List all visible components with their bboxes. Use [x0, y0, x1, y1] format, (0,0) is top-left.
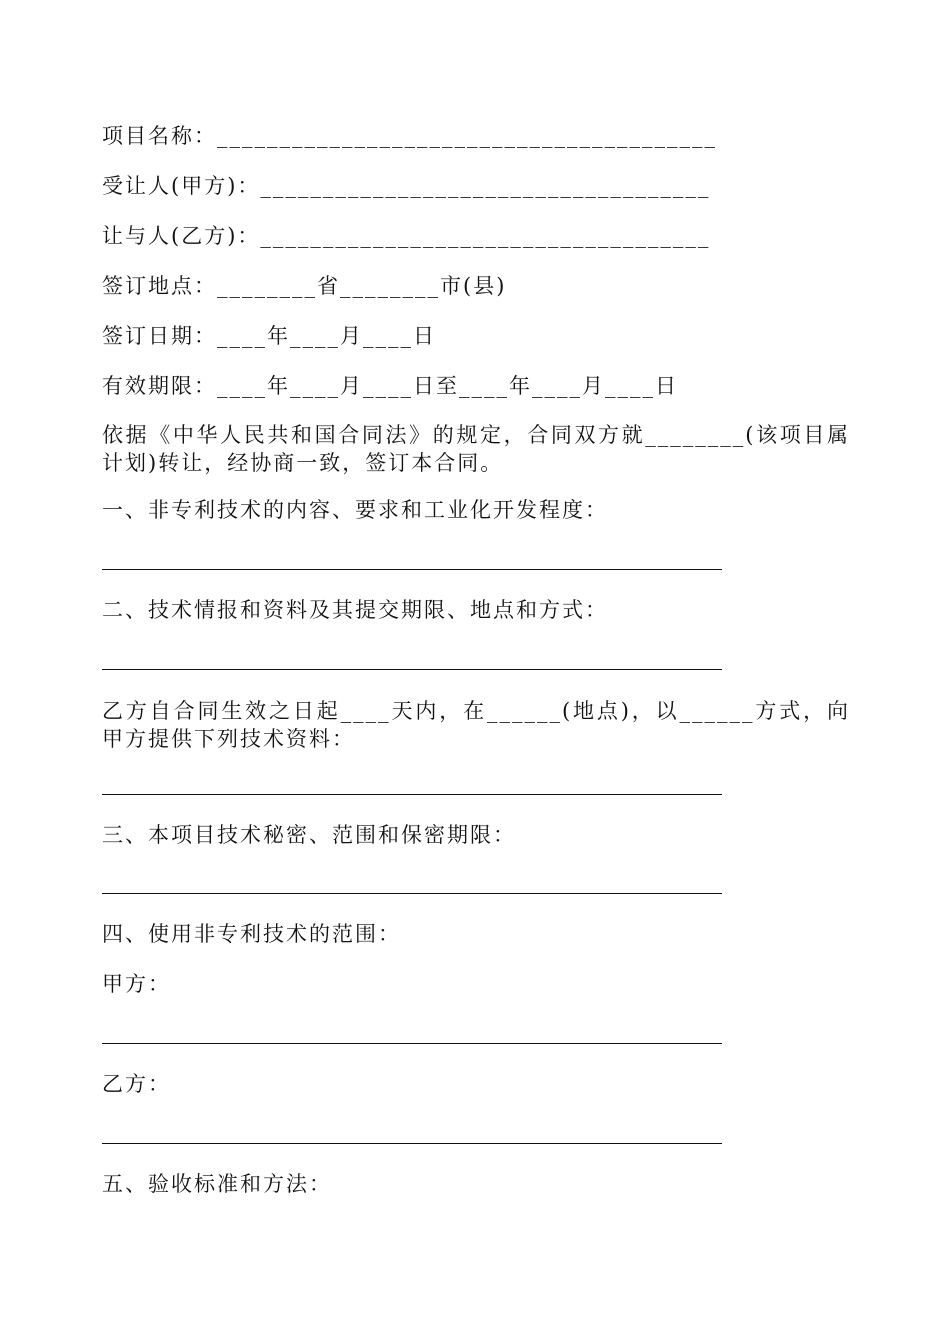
- section-2-paragraph: 乙方自合同生效之日起____天内，在______(地点)，以______方式，向甲方提供下列技术资料：: [102, 699, 850, 751]
- party-a-label: 甲方：: [102, 972, 171, 996]
- section-3-blank-line: [102, 893, 722, 894]
- party-b-blank-line: [102, 1143, 722, 1144]
- validity-field: 有效期限：____年____月____日至____年____月____日: [102, 374, 678, 398]
- party-b-label: 乙方：: [102, 1072, 171, 1096]
- project-name-field: 项目名称：________________________________________: [102, 124, 717, 148]
- party-a-blank-line: [102, 1043, 722, 1044]
- section-2-materials-blank-line: [102, 794, 722, 795]
- section-1-blank-line: [102, 569, 722, 570]
- section-3-heading: 三、本项目技术秘密、范围和保密期限：: [102, 823, 516, 847]
- transferor-field: 让与人(乙方)：____________________________________: [102, 224, 711, 248]
- section-2-blank-line: [102, 669, 722, 670]
- sign-place-field: 签订地点：________省________市(县): [102, 274, 507, 298]
- section-1-heading: 一、非专利技术的内容、要求和工业化开发程度：: [102, 498, 608, 522]
- transferee-field: 受让人(甲方)：____________________________________: [102, 174, 711, 198]
- sign-date-field: 签订日期：____年____月____日: [102, 324, 436, 348]
- section-2-heading: 二、技术情报和资料及其提交期限、地点和方式：: [102, 598, 608, 622]
- intro-paragraph: 依据《中华人民共和国合同法》的规定，合同双方就________(该项目属计划)转让，经协商一致，签订本合同。: [102, 423, 850, 475]
- section-5-heading: 五、验收标准和方法：: [102, 1172, 332, 1196]
- section-4-heading: 四、使用非专利技术的范围：: [102, 922, 401, 946]
